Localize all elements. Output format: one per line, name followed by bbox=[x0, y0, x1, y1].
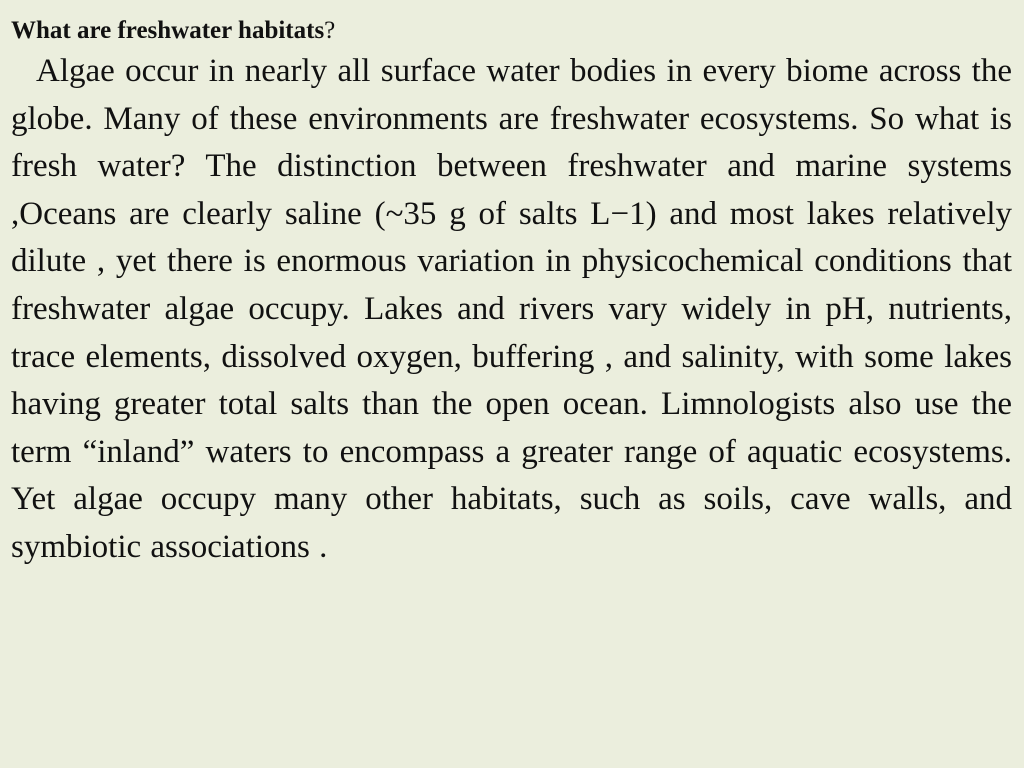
heading-question-mark: ? bbox=[324, 17, 336, 44]
slide-heading bbox=[11, 14, 1012, 48]
body-paragraph: Algae occur in nearly all surface water bodies in every biome across the globe. Many of these environments are freshwater ecosystems. So what is fresh water? The distinction between freshwater and marine systems ,Oceans are clearly saline (~35 g of salts L−1) and most lakes relatively dilute , yet there is enormous variation in physicochemical conditions that freshwater algae occupy. Lakes and rivers vary widely in pH, nutrients, trace elements, dissolved oxygen, buffering , and salinity, with some lakes having greater total salts than the open ocean. Limnologists also use the term “inland” waters to encompass a greater range of aquatic ecosystems. Yet algae occupy many other habitats, such as soils, cave walls, and symbiotic associations . bbox=[11, 53, 1012, 565]
heading-title: What are freshwater habitats bbox=[11, 17, 325, 44]
